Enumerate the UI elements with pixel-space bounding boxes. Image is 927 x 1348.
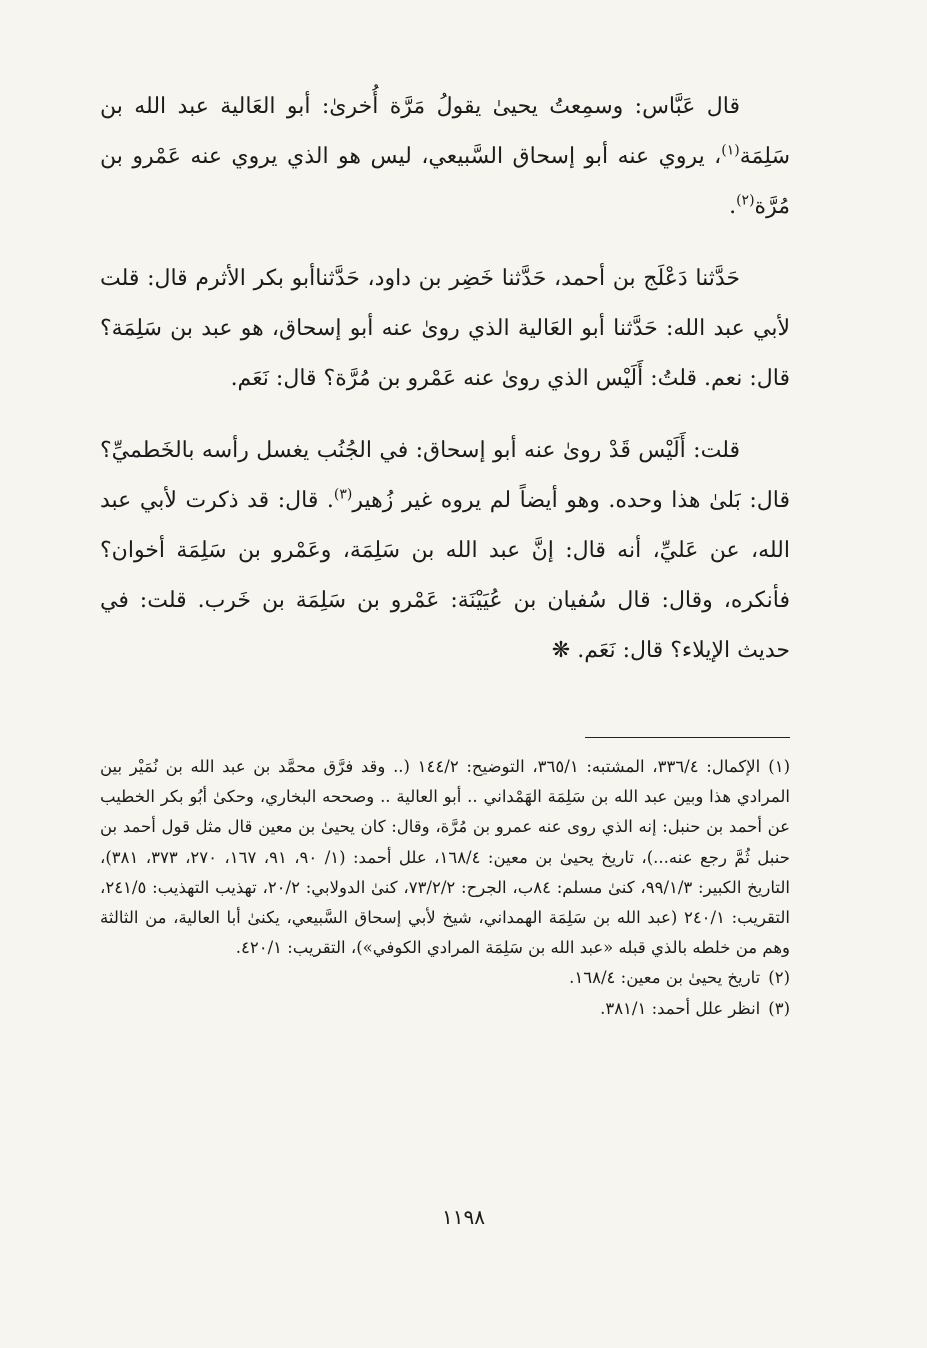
footnote-number: (٢) (768, 968, 790, 988)
footnote-divider (585, 737, 790, 738)
footnote-number: (١) (768, 757, 790, 776)
end-ornament-icon: ❋ (551, 638, 571, 663)
footnote-ref-1[interactable]: (١) (721, 142, 740, 159)
footnotes (100, 752, 790, 1024)
p1-end: . (729, 194, 737, 219)
main-text (100, 82, 790, 698)
p3-text-a: قلت: أَلَيْس قَدْ روىٰ عنه أبو إسحاق: في الجُنُب يغسل رأسه بالخَطميِّ؟ قال: بَلىٰ هذا وحده. وهو أيضاً لم يروه غير زُهير (100, 438, 790, 513)
footnote-2 (100, 963, 790, 993)
p1-word-salima: سَلِمَة (739, 144, 790, 169)
footnote-3 (100, 994, 790, 1024)
footnote-text: الإكمال: ٣٣٦/٤، المشتبه: ٣٦٥/١، التوضيح: ١٤٤/٢ (.. وقد فرَّق محمَّد بن عبد الله بن نُمَيْر بين المرادي هذا وبين عبد الله بن سَلِمَة الهَمْداني .. أبو العالية .. وصححه البخاري، وحكىٰ أبُو بكر الخطيب عن أحمد بن حنبل: إنه الذي روى عنه عمرو بن مُرَّة، وقال: كان يحيىٰ بن معين قال مثل قول أحمد بن حنبل ثُمَّ رجع عنه...)، تاريخ يحيىٰ بن معين: ١٦٨/٤، علل أحمد: (١/ ٩٠، ٩١، ١٦٧، ٢٧٠، ٣٧٣، ٣٨١)، التاريخ الكبير: ٩٩/١/٣، كنىٰ مسلم: ٨٤ب، الجرح: ٧٣/٢/٢، كنىٰ الدولابي: ٢٠/٢، تهذيب التهذيب: ٢٤١/٥، التقريب: ٢٤٠/١ (عبد الله بن سَلِمَة الهمداني، شيخ لأبي إسحاق السَّبيعي، يكنىٰ أبا العالية، من الثالثة وهم من خلطه بالذي قبله «عبد الله بن سَلِمَة المرادي الكوفي»)، التقريب: ٤٢٠/١. (100, 757, 790, 958)
p3-text-b: . قال: قد ذكرت لأبي عبد الله، عن عَليِّ، أنه قال: إنَّ عبد الله بن سَلِمَة، وعَمْرو بن سَلِمَة أخوان؟ فأنكره، وقال: قال سُفيان بن عُيَيْنَة: عَمْرو بن سَلِمَة بن خَرب. قلت: في حديث الإيلاء؟ قال: نَعَم. (100, 488, 790, 663)
paragraph-1 (100, 82, 790, 232)
footnote-ref-3[interactable]: (٣) (333, 486, 353, 503)
page-number: ١١٩٨ (442, 1205, 485, 1229)
paragraph-2 (100, 254, 790, 404)
footnote-text: تاريخ يحيىٰ بن معين: ١٦٨/٤. (569, 968, 761, 988)
p1-word-murra: مُرَّة (754, 194, 790, 219)
p2-text: حَدَّثنا دَعْلَج بن أحمد، حَدَّثنا خَضِر بن داود، حَدَّثناأبو بكر الأثرم قال: قلت لأبي عبد الله: حَدَّثنا أبو العَالية الذي روىٰ عنه أبو إسحاق، هو عبد بن سَلِمَة؟ قال: نعم. قلتُ: أَلَيْس الذي روىٰ عنه عَمْرو بن مُرَّة؟ قال: نَعَم. (100, 266, 790, 391)
footnote-number: (٣) (768, 998, 790, 1018)
footnote-ref-2[interactable]: (٢) (736, 192, 755, 209)
footnote-1 (100, 752, 790, 963)
paragraph-3 (100, 426, 790, 676)
p1-line-1: قال عَبَّاس: وسمِعتُ يحيىٰ يقولُ مَرَّة أُخرىٰ: أبو العَالية عبد الله بن (100, 94, 740, 119)
footnote-text: انظر علل أحمد: ٣٨١/١. (600, 998, 761, 1018)
p1-line-2: ، يروي عنه أبو إسحاق السَّبيعي، ليس هو الذي يروي عنه عَمْرو بن (100, 144, 722, 169)
